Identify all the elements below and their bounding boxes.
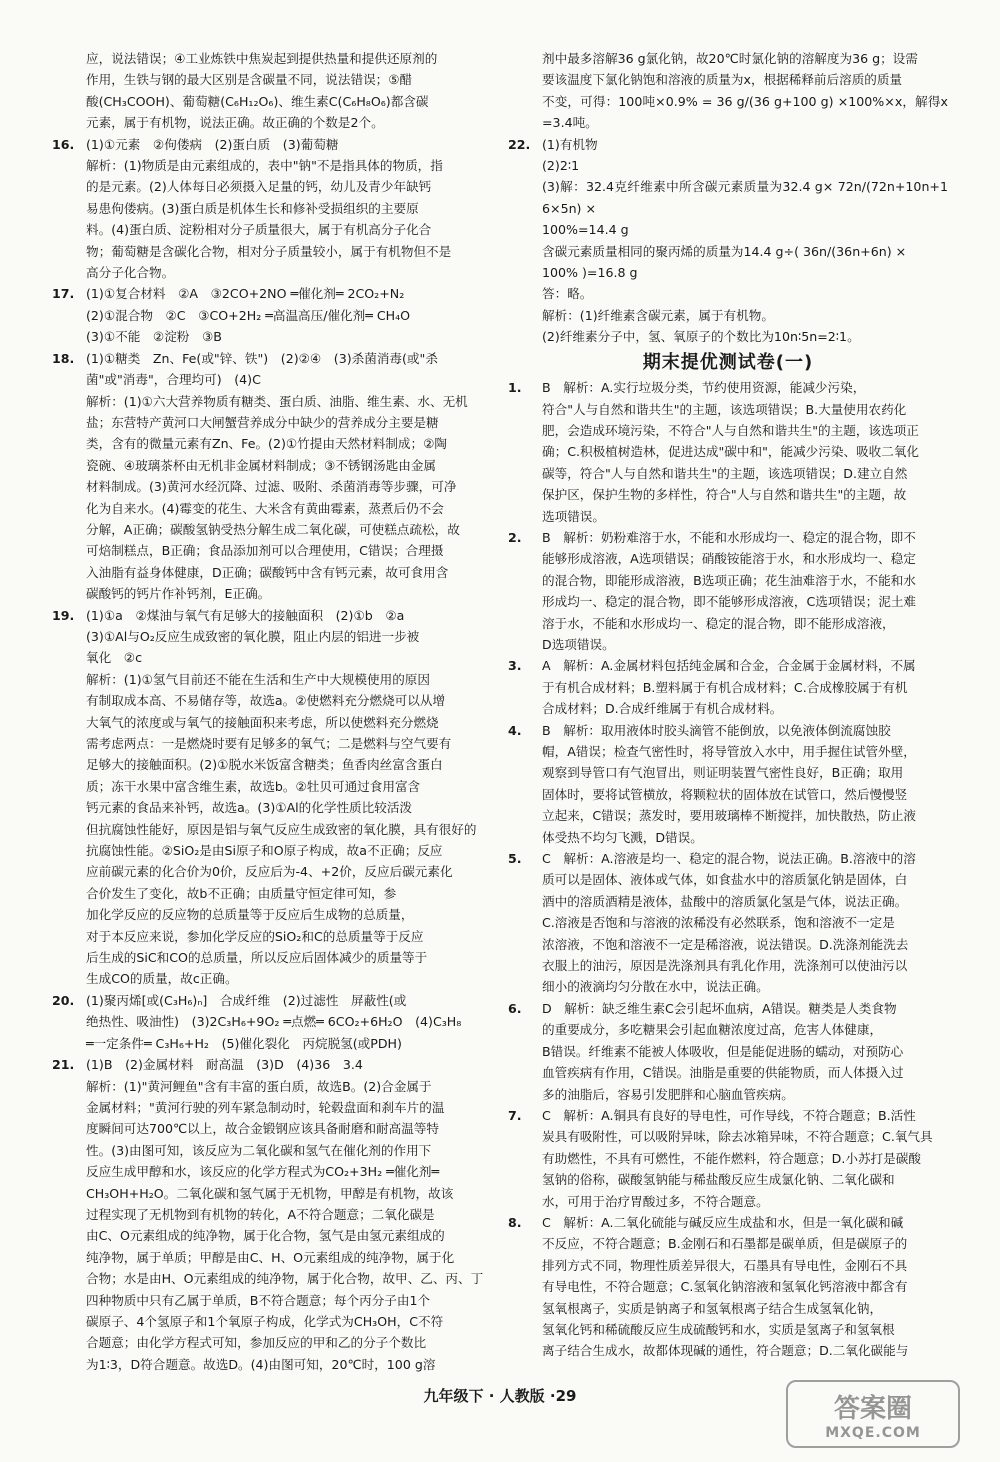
text-line: 对于本反应来说，参加化学反应的SiO₂和C的总质量等于反应 bbox=[86, 928, 424, 944]
text-line: 解析：(1)纤维素含碳元素，属于有机物。 bbox=[542, 307, 774, 323]
text-line: 过程实现了无机物到有机物的转化，A不符合题意；二氧化碳是 bbox=[86, 1206, 435, 1222]
text-line: 入油脂有益身体健康，D正确；碳酸钙中含有钙元素，故可食用含 bbox=[86, 564, 449, 580]
text-line: C 解析：A.二氧化硫能与碱反应生成盐和水，但是一氧化碳和碱 bbox=[542, 1214, 904, 1230]
text-line: (3)①Al与O₂反应生成致密的氧化膜，阻止内层的铝进一步被 bbox=[86, 628, 420, 644]
text-line: 不变，可得：100吨×0.9% = 36 g/(36 g+100 g) ×100%×x，解得x=3.4吨。 bbox=[542, 93, 948, 131]
text-line: 剂中最多溶解36 g氯化钠，故20℃时氯化钠的溶解度为36 g；设需 bbox=[542, 51, 918, 66]
text-line: 符合"人与自然和谐共生"的主题，该选项错误；B.大量使用农药化 bbox=[542, 401, 907, 417]
text-line: 四种物质中只有乙属于单质，B不符合题意；每个丙分子由1个 bbox=[86, 1292, 431, 1308]
text-line: 的是元素。(2)人体每日必须摄入足量的钙，幼儿及青少年缺钙 bbox=[86, 179, 432, 195]
watermark-text: 答案圈 bbox=[833, 1393, 912, 1424]
text-line: 排列方式不同，物理性质差异很大，石墨具有导电性，金刚石不具 bbox=[542, 1257, 908, 1273]
text-line: 的重要成分，多吃糖果会引起血糖浓度过高，危害人体健康， bbox=[542, 1022, 883, 1038]
text-line: D选项错误。 bbox=[542, 636, 615, 652]
text-line: 绝热性、吸油性) (3)2C₃H₆+9O₂ ═点燃═ 6CO₂+6H₂O (4)C₃H₈ bbox=[86, 1014, 462, 1030]
text-line: 能够形成溶液，A选项错误；硝酸铵能溶于水，和水形成均一、稳定 bbox=[542, 551, 916, 567]
text-line: 形成均一、稳定的混合物，即不能够形成溶液，C选项错误；泥土难 bbox=[542, 594, 917, 610]
text-line: 需考虑两点：一是燃烧时要有足够多的氧气；二是燃料与空气要有 bbox=[86, 736, 452, 751]
section-title: 期末提优测试卷(一) bbox=[642, 351, 814, 373]
text-line: 化为自来水。(4)霉变的花生、大米含有黄曲霉素，蒸煮后仍不会 bbox=[86, 500, 444, 516]
answer-item bbox=[508, 48, 948, 134]
text-line: 合物；水是由H、O元素组成的纯净物，属于化合物，故甲、乙、丙、丁 bbox=[86, 1271, 484, 1287]
text-line: 足够大的接触面积。(2)①脱水米饭富含糖类；鱼香肉丝富含蛋白 bbox=[86, 757, 443, 773]
answer-item bbox=[508, 848, 948, 998]
answer-item bbox=[52, 283, 492, 347]
text-line: 立起来，C错误；蒸发时，要用玻璃棒不断搅拌，加快散热，防止液 bbox=[542, 808, 917, 824]
item-number: 3. bbox=[508, 658, 522, 674]
text-line: 应，说法错误；④工业炼铁中焦炭起到提供热量和提供还原剂的 bbox=[86, 51, 438, 66]
text-line: 材料制成。(3)黄河水经沉降、过滤、吸附、杀菌消毒等步骤，可净 bbox=[86, 479, 457, 495]
answer-item bbox=[52, 48, 492, 134]
right-column bbox=[508, 48, 948, 1362]
text-line: B 解析：奶粉难溶于水，不能和水形成均一、稳定的混合物，即不 bbox=[542, 529, 916, 545]
text-line: (1)①元素 ②佝偻病 (2)蛋白质 (3)葡萄糖 bbox=[86, 136, 339, 152]
text-line: 加化学反应的反应物的总质量等于反应后生成物的总质量， bbox=[86, 907, 414, 923]
item-number: 1. bbox=[508, 380, 522, 396]
text-line: 保护区，保护生物的多样性，符合"人与自然和谐共生"的主题，故 bbox=[542, 487, 907, 503]
text-line: 高分子化合物。 bbox=[86, 265, 175, 281]
text-line: 分解，A正确；碳酸氢钠受热分解生成二氧化碳，可使糕点疏松，故 bbox=[86, 521, 460, 537]
text-line: C 解析：A.铜具有良好的导电性，可作导线，不符合题意；B.活性 bbox=[542, 1107, 916, 1123]
text-line: 细小的液滴均匀分散在水中，说法正确。 bbox=[542, 979, 769, 995]
text-line: CH₃OH+H₂O。二氧化碳和氢气属于无机物，甲醇是有机物，故该 bbox=[86, 1185, 454, 1201]
text-line: 后生成的SiC和CO的总质量，所以反应后固体减少的质量等于 bbox=[86, 950, 428, 966]
text-line: 瓷碗、④玻璃茶杯由无机非金属材料制成；③不锈钢汤匙由金属 bbox=[86, 457, 437, 473]
text-line: 金属材料；"黄河行驶的列车紧急制动时，轮毂盘面和刹车片的温 bbox=[86, 1099, 445, 1115]
text-line: 可焙制糕点，B正确；食品添加剂可以合理使用，C错误；合理摄 bbox=[86, 543, 444, 559]
answer-item bbox=[508, 720, 948, 848]
text-line: 观察到导管口有气泡冒出，则证明装置气密性良好，B正确；取用 bbox=[542, 765, 904, 781]
text-line: 炭具有吸附性，可以吸附异味，除去冰箱异味，不符合题意；C.氧气具 bbox=[542, 1129, 933, 1145]
text-line: 元素，属于有机物，说法正确。故正确的个数是2个。 bbox=[86, 115, 384, 131]
page-footer: 九年级下 · 人教版 ·29 bbox=[423, 1387, 577, 1405]
text-line: 离子结合生成水，故都体现碱的通性，符合题意；D.二氧化碳能与 bbox=[542, 1343, 909, 1359]
answer-item bbox=[508, 1212, 948, 1362]
text-line: 酸(CH₃COOH)、葡萄糖(C₆H₁₂O₆)、维生素C(C₆H₈O₆)都含碳 bbox=[86, 93, 429, 109]
text-line: 氢氧化钙和稀硫酸反应生成硫酸钙和水，实质是氢离子和氢氧根 bbox=[542, 1321, 895, 1337]
item-number: 22. bbox=[508, 136, 531, 152]
text-line: 合价发生了变化，故b不正确；由质量守恒定律可知，参 bbox=[86, 885, 397, 901]
text-line: 由C、O元素组成的纯净物，属于化合物，氢气是由氢元素组成的 bbox=[86, 1228, 445, 1244]
text-line: C.溶液是否饱和与溶液的浓稀没有必然联系，饱和溶液不一定是 bbox=[542, 915, 895, 931]
answer-item bbox=[52, 1054, 492, 1375]
text-line: (2)2∶1 bbox=[542, 158, 580, 174]
text-line: (1)B (2)金属材料 耐高温 (3)D (4)36 3.4 bbox=[86, 1057, 363, 1073]
item-number: 5. bbox=[508, 851, 522, 867]
text-line: 氧化 ②c bbox=[86, 650, 142, 666]
item-number: 8. bbox=[508, 1214, 522, 1230]
text-line: 肥，会造成环境污染，不符合"人与自然和谐共生"的主题，该选项正 bbox=[542, 422, 919, 438]
text-line: 水，可用于治疗胃酸过多，不符合题意。 bbox=[542, 1193, 769, 1209]
answer-item bbox=[52, 348, 492, 605]
text-line: 有助燃性，不具有可燃性，不能作燃料，符合题意；D.小苏打是碳酸 bbox=[542, 1150, 921, 1166]
answer-item bbox=[52, 605, 492, 990]
item-number: 6. bbox=[508, 1000, 522, 1016]
text-line: 菌"或"消毒"，合理均可) (4)C bbox=[86, 372, 261, 388]
text-line: 解析：(1)物质是由元素组成的，表中"钠"不是指具体的物质，指 bbox=[86, 158, 443, 174]
text-line: 但抗腐蚀性能好，原因是铝与氧气反应生成致密的氧化膜，具有很好的 bbox=[86, 821, 477, 837]
text-line: 抗腐蚀性能。②SiO₂是由Si原子和O原子构成，故a不正确；反应 bbox=[86, 843, 443, 859]
text-line: 确；C.积极植树造林，促进达成"碳中和"，能减少污染、吸收二氧化 bbox=[542, 444, 920, 460]
answer-item bbox=[52, 990, 492, 1054]
answer-item bbox=[508, 1105, 948, 1212]
text-line: 衣服上的油污，原因是洗涤剂具有乳化作用，洗涤剂可以使油污以 bbox=[542, 958, 908, 974]
text-line: B 解析：A.实行垃圾分类，节约使用资源，能减少污染， bbox=[542, 380, 866, 396]
text-line: B错误。纤维素不能被人体吸收，但是能促进肠的蠕动，对预防心 bbox=[542, 1043, 904, 1059]
item-number: 16. bbox=[52, 136, 75, 152]
text-line: A 解析：A.金属材料包括纯金属和合金，合金属于金属材料，不属 bbox=[542, 658, 916, 674]
text-line: 固体时，要将试管横放，将颗粒状的固体放在试管口，然后慢慢竖 bbox=[542, 786, 908, 802]
text-line: 体受热不均匀飞溅，D错误。 bbox=[542, 829, 703, 845]
text-line: 度瞬间可达700℃以上，故合金锻钢应该具备耐磨和耐高温等特 bbox=[86, 1121, 440, 1137]
text-line: 解析：(1)"黄河鲤鱼"含有丰富的蛋白质，故选B。(2)合金属于 bbox=[86, 1078, 432, 1094]
text-line: 氢钠的俗称，碳酸氢钠能与稀盐酸反应生成氯化钠、二氧化碳和 bbox=[542, 1172, 895, 1188]
text-line: 选项错误。 bbox=[542, 508, 605, 524]
text-line: 含碳元素质量相同的聚丙烯的质量为14.4 g÷( 36n/(36n+6n) × bbox=[542, 243, 907, 259]
watermark-url: MXQE.COM bbox=[825, 1424, 921, 1441]
text-line: 100% )=16.8 g bbox=[542, 265, 638, 281]
text-line: 为1∶3，D符合题意。故选D。(4)由图可知，20℃时，100 g溶 bbox=[86, 1356, 436, 1372]
text-line: 质可以是固体、液体或气体，如食盐水中的溶质氯化钠是固体，白 bbox=[542, 872, 908, 888]
text-line: 质；冻干水果中富含维生素，故选b。②牡贝可通过食用富含 bbox=[86, 778, 421, 794]
answer-item bbox=[508, 998, 948, 1105]
text-line: (2)①混合物 ②C ③CO+2H₂ ═高温高压/催化剂═ CH₄O bbox=[86, 307, 411, 323]
item-number: 17. bbox=[52, 286, 75, 302]
text-line: ═一定条件═ C₃H₆+H₂ (5)催化裂化 丙烷脱氢(或PDH) bbox=[86, 1035, 402, 1051]
item-number: 18. bbox=[52, 350, 75, 366]
text-line: 料。(4)蛋白质、淀粉相对分子质量很大，属于有机高分子化合 bbox=[86, 222, 432, 238]
text-line: 多的油脂后，容易引发肥胖和心脑血管疾病。 bbox=[542, 1086, 794, 1102]
answer-item bbox=[508, 527, 948, 655]
left-column bbox=[52, 48, 492, 1375]
text-line: (1)聚丙烯[或(C₃H₆)ₙ] 合成纤维 (2)过滤性 屏蔽性(或 bbox=[86, 992, 407, 1008]
text-line: (1)有机物 bbox=[542, 136, 598, 152]
text-line: 帽，A错误；检查气密性时，将导管放入水中，用手握住试管外壁， bbox=[542, 744, 916, 759]
text-line: C 解析：A.溶液是均一、稳定的混合物，说法正确。B.溶液中的溶 bbox=[542, 851, 916, 867]
text-line: 有制取成本高、不易储存等，故选a。②使燃料充分燃烧可以从增 bbox=[86, 693, 446, 709]
text-line: 类，含有的微量元素有Zn、Fe。(2)①竹提由天然材料制成；②陶 bbox=[86, 436, 447, 452]
text-line: 碳等，符合"人与自然和谐共生"的主题，该选项错误；D.建立自然 bbox=[542, 465, 908, 481]
answer-item bbox=[508, 377, 948, 527]
text-line: (1)①a ②煤油与氧气有足够大的接触面积 (2)①b ②a bbox=[86, 607, 405, 623]
watermark-logo bbox=[786, 1380, 960, 1448]
item-number: 7. bbox=[508, 1107, 522, 1123]
text-line: (1)①复合材料 ②A ③2CO+2NO ═催化剂═ 2CO₂+N₂ bbox=[86, 286, 405, 302]
text-line: 反应生成甲醇和水，该反应的化学方程式为CO₂+3H₂ ═催化剂═ bbox=[86, 1164, 440, 1180]
text-line: 血管疾病有作用，C错误。油脂是重要的供能物质，而人体摄入过 bbox=[542, 1065, 904, 1081]
item-number: 20. bbox=[52, 992, 75, 1008]
text-line: 解析：(1)①六大营养物质有糖类、蛋白质、油脂、维生素、水、无机 bbox=[86, 393, 468, 409]
text-line: 要该温度下氯化钠饱和溶液的质量为x，根据稀释前后溶质的质量 bbox=[542, 72, 903, 88]
text-line: 的混合物，即能形成溶液，B选项正确；花生油难溶于水，不能和水 bbox=[542, 572, 916, 588]
text-line: (3)①不能 ②淀粉 ③B bbox=[86, 329, 222, 345]
text-line: 答：略。 bbox=[542, 286, 593, 302]
text-line: 应前碳元素的化合价为0价，反应后为-4、+2价，反应后碳元素化 bbox=[86, 864, 453, 880]
text-line: 酒中的溶质酒精是液体，盐酸中的溶质氯化氢是气体，说法正确。 bbox=[542, 893, 908, 909]
answer-item bbox=[508, 655, 948, 719]
text-line: 碳原子、4个氢原子和1个氧原子构成，化学式为CH₃OH，C不符 bbox=[86, 1313, 444, 1329]
text-line: 易患佝偻病。(3)蛋白质是机体生长和修补受损组织的主要原 bbox=[86, 200, 419, 216]
item-number: 21. bbox=[52, 1057, 75, 1073]
text-line: 解析：(1)①氢气目前还不能在生活和生产中大规模使用的原因 bbox=[86, 671, 430, 687]
answer-item bbox=[52, 134, 492, 284]
text-line: (2)纤维素分子中，氢、氧原子的个数比为10n∶5n=2∶1。 bbox=[542, 329, 860, 345]
text-line: 大氧气的浓度或与氧气的接触面积来考虑，所以使燃料充分燃烧 bbox=[86, 714, 439, 730]
text-line: 钙元素的食品来补钙，故选a。(3)①Al的化学性质比较活泼 bbox=[86, 800, 413, 816]
item-number: 19. bbox=[52, 607, 75, 623]
text-line: 纯净物，属于单质；甲醇是由C、H、O元素组成的纯净物，属于化 bbox=[86, 1249, 455, 1265]
text-line: 生成CO的质量，故c正确。 bbox=[86, 971, 238, 987]
text-line: 有导电性，不符合题意；C.氢氧化钠溶液和氢氧化钙溶液中都含有 bbox=[542, 1279, 908, 1295]
item-number bbox=[52, 48, 86, 134]
item-number: 2. bbox=[508, 529, 522, 545]
text-line: 氢氧根离子，实质是钠离子和氢氧根离子结合生成氢氧化钠， bbox=[542, 1300, 883, 1316]
text-line: 100%=14.4 g bbox=[542, 222, 629, 238]
text-line: 性。(3)由图可知，该反应为二氧化碳和氢气在催化剂的作用下 bbox=[86, 1142, 432, 1158]
text-line: 溶于水，不能和水形成均一、稳定的混合物，即不能形成溶液， bbox=[542, 615, 895, 631]
text-line: B 解析：取用液体时胶头滴管不能倒放，以免液体倒流腐蚀胶 bbox=[542, 722, 891, 738]
text-line: 浓溶液，不饱和溶液不一定是稀溶液，说法错误。D.洗涤剂能洗去 bbox=[542, 936, 909, 952]
text-line: 不反应，不符合题意；B.金刚石和石墨都是碳单质，但是碳原子的 bbox=[542, 1236, 908, 1252]
text-line: 碳酸钙的钙片作补钙剂，E正确。 bbox=[86, 586, 271, 602]
item-number: 4. bbox=[508, 722, 522, 738]
text-line: 合题意；由化学方程式可知，参加反应的甲和乙的分子个数比 bbox=[86, 1335, 427, 1351]
text-line: 物；葡萄糖是含碳化合物，相对分子质量较小，属于有机物但不是 bbox=[86, 243, 452, 259]
text-line: (1)①糖类 Zn、Fe(或"锌、铁") (2)②④ (3)杀菌消毒(或"杀 bbox=[86, 350, 438, 366]
text-line: (3)解：32.4克纤维素中所含碳元素质量为32.4 g× 72n/(72n+10n+16×5n) × bbox=[542, 179, 948, 216]
text-line: 于有机合成材料；B.塑料属于有机合成材料；C.合成橡胶属于有机 bbox=[542, 679, 908, 695]
answer-item bbox=[508, 134, 948, 348]
text-line: 合成材料；D.合成纤维属于有机合成材料。 bbox=[542, 701, 783, 717]
item-number bbox=[508, 48, 542, 134]
text-line: 作用，生铁与钢的最大区别是含碳量不同，说法错误；⑤醋 bbox=[86, 72, 413, 88]
text-line: 盐；东营特产黄河口大闸蟹营养成分中缺少的营养成分主要是糖 bbox=[86, 414, 439, 430]
text-line: D 解析：缺乏维生素C会引起坏血病，A错误。糖类是人类食物 bbox=[542, 1000, 897, 1016]
